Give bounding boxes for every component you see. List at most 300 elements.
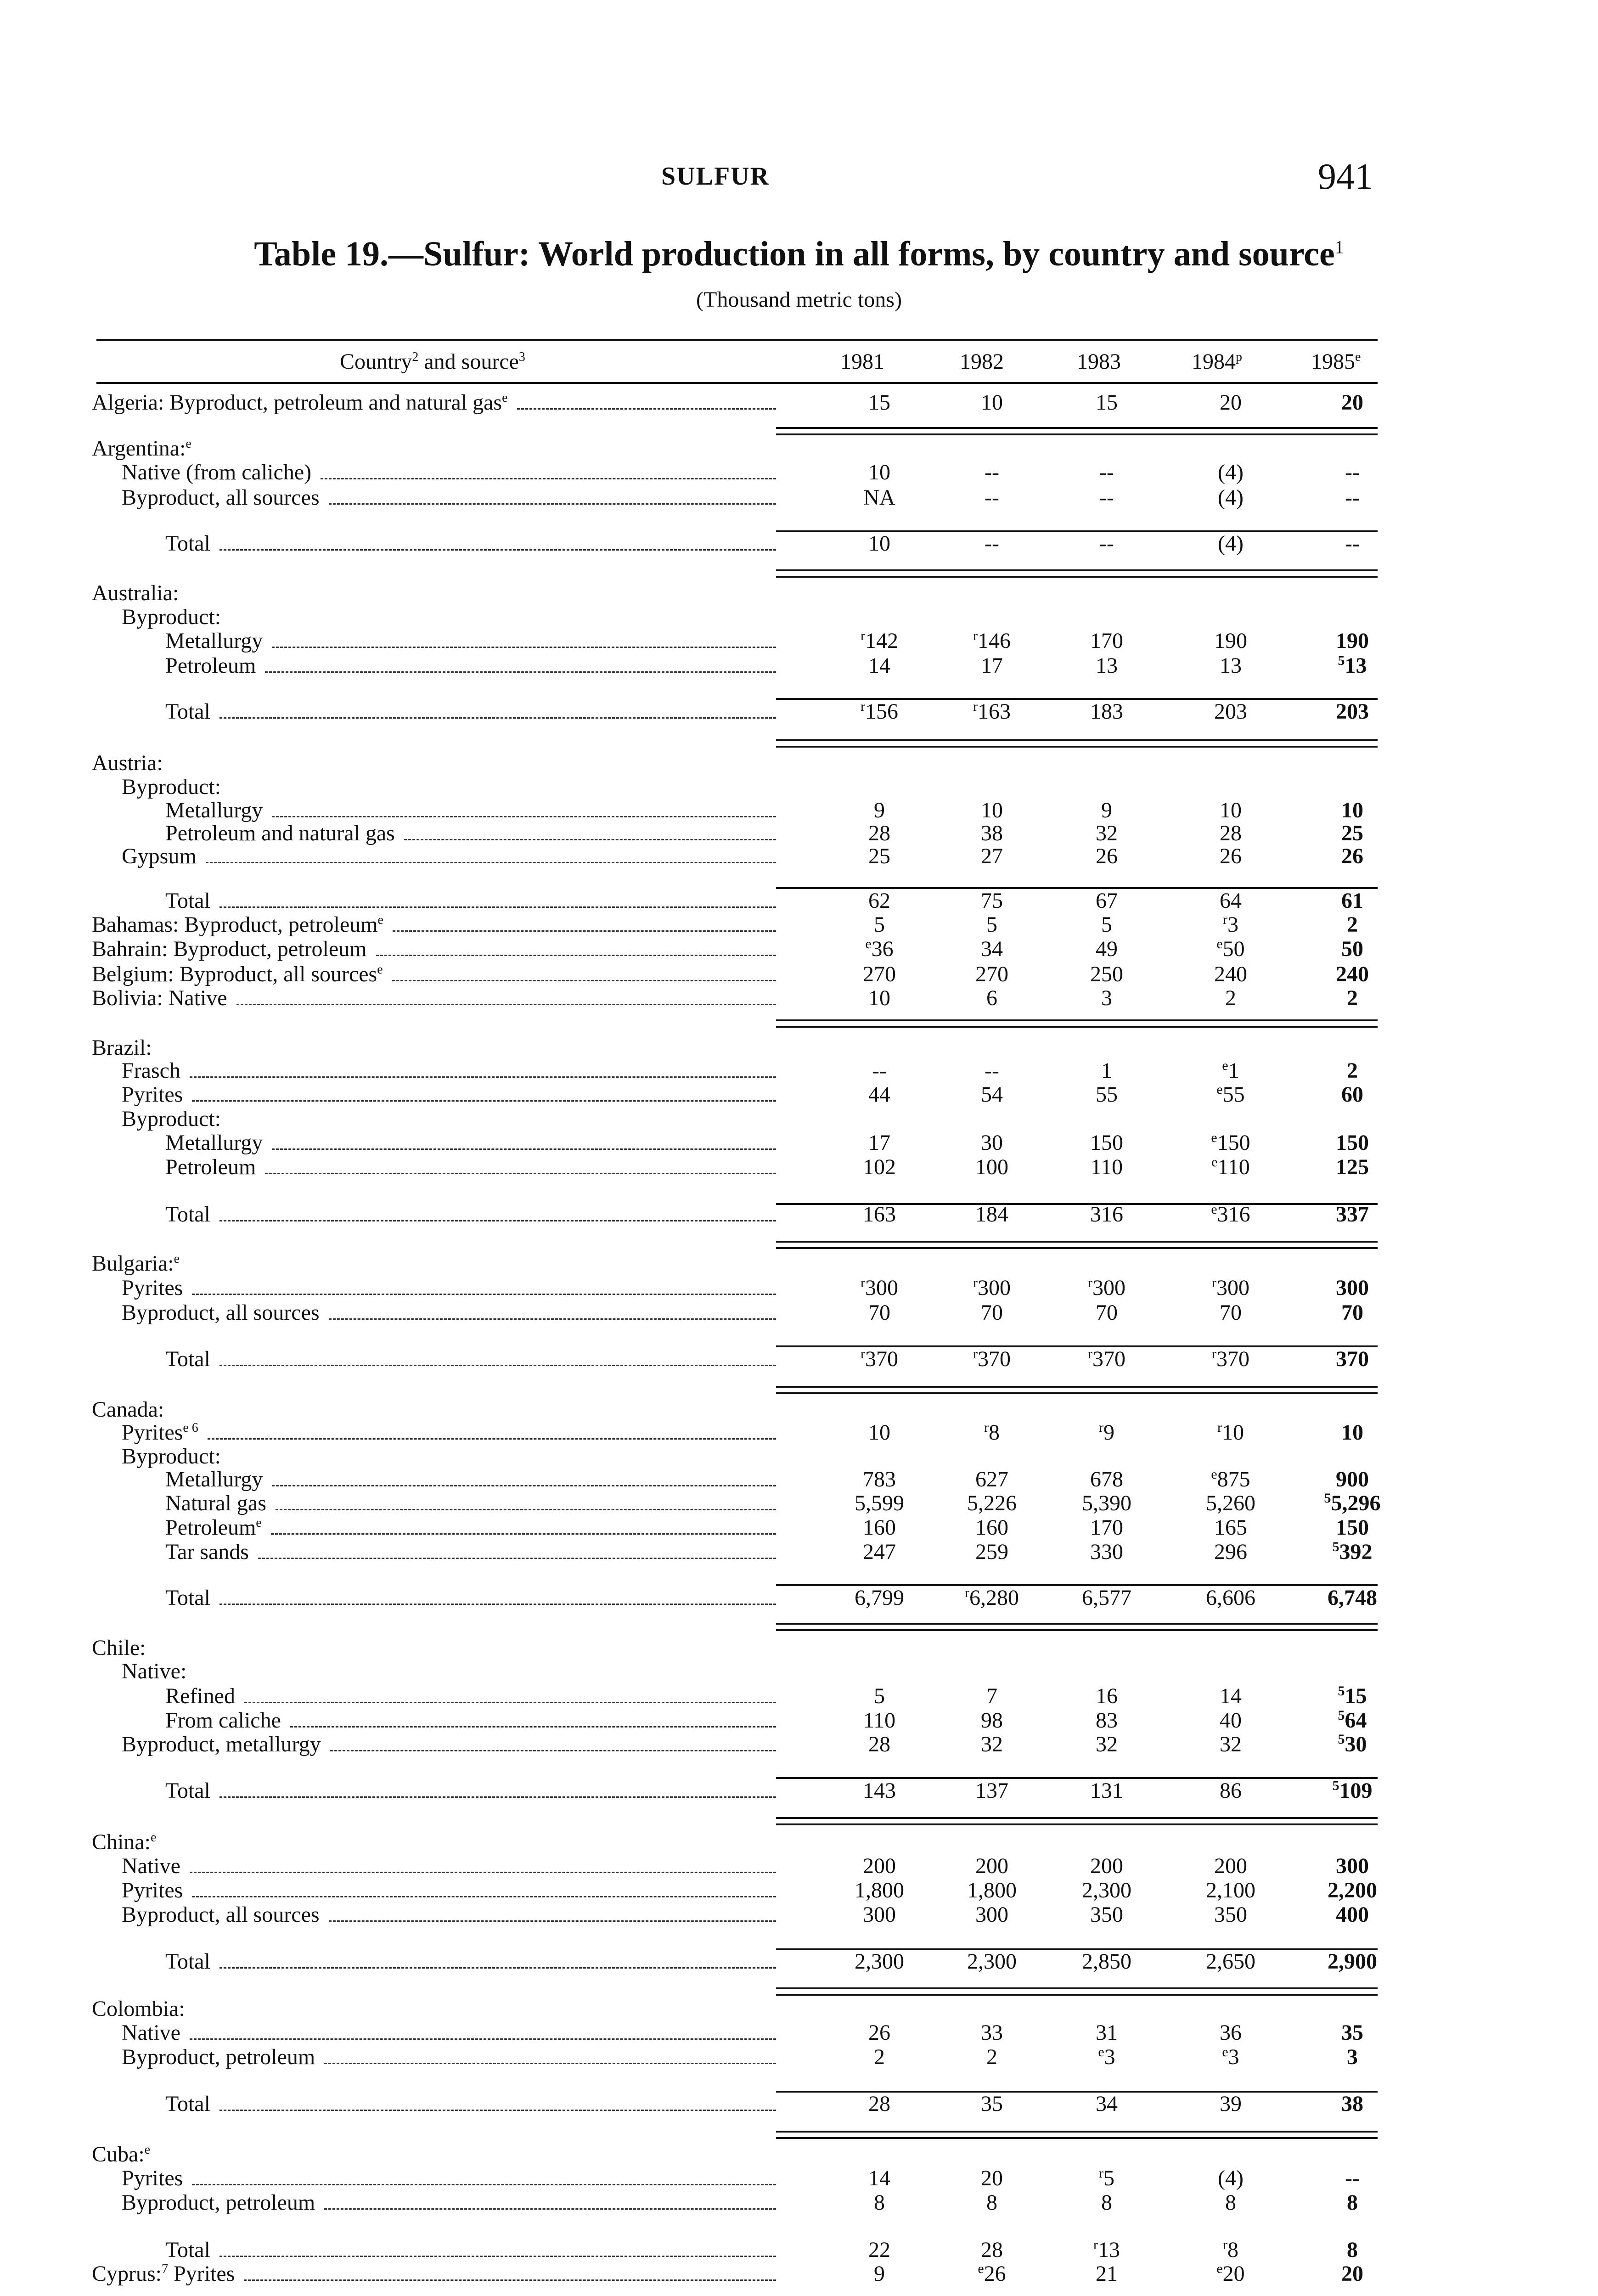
double-rule-top [776,739,1378,741]
table-cell [833,699,925,724]
dot-leader [206,862,776,863]
table-cell [1185,1585,1277,1610]
table-cell [1061,1154,1153,1180]
cell-value: 183 [1090,699,1123,724]
table-cell [1185,1539,1277,1564]
cell-value: -- [985,460,999,484]
cell-value: -- [1099,485,1114,510]
cell-value: 300 [865,1276,898,1300]
cell-value: 10 [981,798,1003,822]
cell-value: -- [985,531,999,556]
cell-value: 6,748 [1328,1586,1377,1610]
cell-value: 10 [1341,798,1363,822]
cell-value: 150 [1336,1131,1369,1155]
table-cell [1306,821,1398,846]
row-label-text: Gypsum [122,844,197,868]
table-cell [946,1778,1038,1803]
table-cell [1061,1949,1153,1974]
cell-value: 110 [1090,1155,1123,1179]
row-label-text: Total [165,1202,210,1227]
table-cell [833,912,925,937]
table-cell [833,1202,925,1227]
header-source-footnote-mark: 3 [518,350,525,364]
table-cell [1306,699,1398,724]
row-label [92,436,191,461]
cell-footnote-mark: r [861,628,865,643]
table-cell [946,460,1038,485]
cell-value: 400 [1336,1902,1369,1927]
cell-value: 26 [1220,844,1242,868]
row-label [165,1683,235,1709]
table-cell [1061,531,1153,556]
row-label [122,460,311,485]
cell-value: 2,300 [855,1949,904,1974]
table-cell [1306,2020,1398,2045]
row-label-text: Total [165,531,210,556]
table-cell [1061,1683,1153,1709]
table-cell [946,1082,1038,1107]
table-cell [946,1515,1038,1540]
cell-value: 10 [1341,1420,1363,1445]
total-rule [776,2091,1378,2093]
header-1984-text: 1984 [1192,349,1236,374]
cell-value: 3 [1347,2045,1358,2069]
cell-value: 300 [1336,1854,1369,1878]
row-label-footnote-mark: e [502,391,508,405]
header-1981: 1981 [840,349,884,374]
table-cell [946,912,1038,937]
dot-leader [219,1365,776,1366]
table-cell [946,1708,1038,1733]
cell-value: 300 [1336,1276,1369,1300]
cell-value: 678 [1090,1467,1123,1491]
table-subtitle: (Thousand metric tons) [696,287,902,312]
cell-footnote-mark: r [861,699,865,714]
row-label-text: Petroleum [165,1155,256,1179]
row-label-text: Cuba: [92,2142,145,2167]
table-cell [1185,1778,1277,1803]
table-cell [1061,699,1153,724]
row-label [122,2044,315,2070]
row-label-text: Native: [122,1659,187,1683]
dot-leader [272,1148,776,1150]
cell-value: 26 [1341,844,1363,868]
table-cell [946,1878,1038,1903]
table-cell [946,1585,1038,1610]
cell-value: 26 [984,2262,1006,2286]
row-label [92,985,227,1011]
table-cell [833,1683,925,1709]
dot-leader [219,1604,776,1605]
table-cell [1306,1467,1398,1492]
cell-value: 20 [981,2166,1003,2190]
table-cell [1185,1949,1277,1974]
row-label [122,1275,183,1300]
row-label-text: Refined [165,1684,235,1708]
row-label [165,628,263,653]
table-cell [1306,2190,1398,2215]
dot-leader [192,1294,776,1295]
cell-value: 3 [1104,2045,1115,2069]
cell-value: 10 [981,390,1003,415]
cell-value: 28 [868,2092,890,2116]
table-cell [833,1732,925,1757]
table-cell [1061,1130,1153,1155]
table-cell [1185,1420,1277,1445]
cell-value: 10 [868,531,890,556]
table-cell [946,699,1038,724]
dot-leader [219,2110,776,2111]
table-cell [1306,1515,1398,1540]
table-cell [1061,1202,1153,1227]
row-label [122,844,197,869]
cell-value: 5,226 [967,1491,1017,1515]
cell-value: 200 [1090,1854,1123,1878]
cell-value: 125 [1336,1155,1369,1179]
cell-footnote-mark: r [965,1585,969,1600]
cell-value: 10 [868,460,890,484]
table-cell [833,1539,925,1564]
cell-footnote-mark: r [861,1275,865,1290]
cell-value: 1 [1101,1058,1112,1083]
row-label [122,1902,320,1927]
table-cell [1061,888,1153,913]
table-cell [1185,912,1277,937]
row-label [165,1949,210,1974]
row-label-footnote-mark: 7 [162,2262,169,2276]
table-cell [1185,460,1277,485]
header-1985-text: 1985 [1311,349,1355,374]
row-label [122,2020,180,2045]
table-cell [833,985,925,1011]
cell-footnote-mark: r [973,628,978,643]
table-cell [833,936,925,962]
table-cell [833,628,925,653]
table-cell [946,2261,1038,2286]
table-cell [833,485,925,510]
row-label [92,1635,146,1660]
cell-value: 20 [1220,390,1242,415]
double-rule-bottom [776,746,1378,748]
table-cell [833,1420,925,1445]
row-label-text: Byproduct, petroleum [122,2190,315,2215]
double-rule-top [776,1241,1378,1243]
cell-value: 33 [981,2020,1003,2045]
cell-value: 146 [978,629,1011,653]
table-cell [1061,1902,1153,1927]
cell-footnote-mark: e [1216,936,1223,951]
table-cell [1061,390,1153,415]
row-label [122,1853,180,1879]
running-head: SULFUR [661,162,770,191]
header-1984 [1192,349,1242,374]
table-cell [946,936,1038,962]
double-rule-top [776,1623,1378,1625]
table-cell [1185,1300,1277,1325]
row-label-footnote-mark: e 6 [183,1421,198,1435]
cell-value: 32 [1096,821,1118,845]
row-label-text: Byproduct: [122,605,221,629]
cell-footnote-mark: 5 [1332,1778,1339,1793]
dot-leader [244,2279,776,2281]
cell-value: 370 [1216,1347,1249,1371]
row-label-text: Argentina: [92,436,186,461]
table-cell [946,2091,1038,2116]
row-label-text: Total [165,2092,210,2116]
cell-value: -- [1345,460,1360,484]
table-cell [1061,798,1153,823]
row-label-text: Pyrites [122,1082,183,1107]
row-label-text: Petroleum [165,653,256,678]
cell-value: NA [863,485,895,510]
table-cell [1306,1708,1398,1733]
cell-value: 28 [1220,821,1242,845]
cell-value: 8 [1101,2190,1112,2215]
table-cell [946,628,1038,653]
table-cell [946,962,1038,987]
cell-value: 8 [874,2190,885,2215]
table-cell [833,1130,925,1155]
cell-value: 102 [863,1155,896,1179]
cell-value: 13 [1345,653,1367,678]
row-label-text: Algeria: Byproduct, petroleum and natural gas [92,390,502,415]
table-cell [1185,2166,1277,2191]
table-cell [1061,1878,1153,1903]
table-cell [1185,1878,1277,1903]
double-rule-bottom [776,2137,1378,2139]
cell-value: 200 [863,1854,896,1878]
cell-value: 165 [1214,1515,1247,1540]
cell-value: 259 [975,1540,1008,1564]
table-cell [1061,985,1153,1011]
cell-value: 163 [978,699,1011,724]
table-cell [833,390,925,415]
table-header-rule [96,382,1378,384]
table-cell [1061,821,1153,846]
table-cell [1061,1491,1153,1516]
cell-footnote-mark: e [1098,2044,1104,2060]
cell-value: -- [1345,531,1360,556]
table-cell [1306,1491,1398,1516]
cell-value: 20 [1341,2262,1363,2286]
cell-value: 270 [863,962,896,986]
total-rule [776,1203,1378,1205]
row-label-text: Metallurgy [165,798,263,822]
table-cell [946,390,1038,415]
cell-footnote-mark: 5 [1332,1539,1339,1554]
table-cell [1061,653,1153,678]
table-cell [1185,1346,1277,1372]
cell-footnote-mark: r [1099,2166,1103,2181]
dot-leader [321,478,776,479]
cell-value: 64 [1345,1708,1367,1733]
double-rule-top [776,1817,1378,1819]
cell-value: 300 [1092,1276,1125,1300]
table-cell [1306,1585,1398,1610]
cell-footnote-mark: e [1211,1467,1217,1482]
cell-value: 28 [868,1732,890,1756]
header-1984-footnote-mark: p [1236,350,1242,364]
row-label [122,485,320,510]
double-rule-bottom [776,1392,1378,1394]
cell-value: 28 [868,821,890,845]
row-label-text: Austria: [92,751,163,775]
cell-value: 32 [1096,1732,1118,1756]
table-cell [1061,1420,1153,1445]
row-label [165,653,256,678]
row-label [122,1058,180,1083]
table-cell [946,1202,1038,1227]
dot-leader [404,839,776,840]
dot-leader [376,955,776,956]
cell-value: 3 [1227,912,1238,937]
cell-footnote-mark: r [973,1346,978,1362]
double-rule-bottom [776,576,1378,578]
row-label-footnote-mark: e [151,1830,157,1845]
dot-leader [219,2256,776,2257]
double-rule-top [776,1019,1378,1021]
cell-value: 40 [1220,1708,1242,1733]
cell-value: 370 [1336,1347,1369,1371]
row-label [92,936,367,962]
table-cell [1061,1585,1153,1610]
row-label [92,1251,180,1276]
table-cell [946,1853,1038,1879]
cell-value: 20 [1222,2262,1245,2286]
double-rule-top [776,427,1378,429]
row-label-text: Byproduct: [122,1444,221,1469]
table-cell [946,1275,1038,1300]
cell-value: 5,599 [855,1491,904,1515]
row-label [122,1659,186,1684]
row-label-text: Total [165,1347,210,1371]
cell-value: 62 [868,889,890,913]
row-label [92,1035,152,1060]
table-cell [1306,1275,1398,1300]
row-label-text: Total [165,2238,210,2262]
table-cell [1061,460,1153,485]
table-cell [1306,1778,1398,1803]
row-label [92,1829,156,1855]
row-label-footnote-mark: e [377,962,383,977]
table-cell [1185,1491,1277,1516]
cell-value: 9 [1101,798,1112,822]
row-label-text: Natural gas [165,1491,266,1515]
row-label [122,1106,221,1131]
cell-footnote-mark: 5 [1338,653,1345,668]
row-label-text: Bahrain: Byproduct, petroleum [92,937,367,961]
table-cell [833,821,925,846]
cell-value: 2,300 [967,1949,1017,1974]
cell-value: (4) [1218,531,1244,556]
dot-leader [272,816,776,817]
row-label-text-continued: Pyrites [168,2262,235,2286]
table-cell [833,1585,925,1610]
cell-value: 330 [1090,1540,1123,1564]
cell-footnote-mark: 5 [1338,1683,1345,1699]
row-label-text: Pyrites [122,1878,183,1902]
cell-value: 13 [1098,2238,1120,2262]
table-cell [833,2237,925,2262]
cell-value: 316 [1090,1202,1123,1227]
dot-leader [219,1967,776,1969]
table-cell [1061,1467,1153,1492]
dot-leader [190,1076,776,1078]
cell-value: 2 [1225,986,1236,1010]
row-label [165,1467,263,1492]
row-label-text: Metallurgy [165,1131,263,1155]
cell-value: 10 [868,986,890,1010]
table-cell [833,531,925,556]
table-cell [833,653,925,678]
dot-leader [324,2208,776,2210]
dot-leader [271,1533,776,1535]
table-title [0,234,1598,274]
cell-value: 150 [1090,1131,1123,1155]
table-cell [1185,2190,1277,2215]
row-label-text: Total [165,699,210,724]
cell-value: 6,799 [855,1586,904,1610]
dot-leader [329,1318,776,1320]
cell-value: 17 [868,1131,890,1155]
table-cell [1061,1082,1153,1107]
cell-value: 50 [1222,937,1245,961]
table-cell [946,1300,1038,1325]
row-label-text: Cyprus: [92,2262,162,2286]
cell-value: 250 [1090,962,1123,986]
dot-leader [517,408,776,410]
row-label [165,1346,210,1372]
cell-value: 8 [1225,2190,1236,2215]
row-label-text: Byproduct, all sources [122,485,320,510]
cell-footnote-mark: e [1211,1202,1217,1217]
table-cell [1306,2044,1398,2070]
dot-leader [330,1750,776,1751]
cell-value: -- [1099,460,1114,484]
table-cell [1185,2020,1277,2045]
table-cell [946,985,1038,1011]
cell-value: 6,280 [969,1586,1019,1610]
table-cell [833,1515,925,1540]
table-cell [946,1154,1038,1180]
cell-value: 150 [1336,1515,1369,1540]
table-cell [1185,1853,1277,1879]
table-cell [833,1491,925,1516]
table-cell [1061,2091,1153,2116]
table-cell [1185,628,1277,653]
cell-value: 13 [1096,653,1118,678]
cell-value: 25 [1341,821,1363,845]
row-label [122,1082,183,1107]
table-cell [1185,653,1277,678]
cell-value: 50 [1341,937,1363,961]
row-label-text: Byproduct, metallurgy [122,1732,321,1756]
cell-value: 110 [863,1708,896,1733]
cell-value: 83 [1096,1708,1118,1733]
table-cell [1185,888,1277,913]
cell-value: 30 [1345,1732,1367,1756]
row-label-footnote-mark: e [377,913,383,927]
table-cell [1185,1732,1277,1757]
table-cell [1061,962,1153,987]
table-cell [1306,531,1398,556]
row-label-text: Petroleum and natural gas [165,821,395,845]
double-rule-bottom [776,1026,1378,1028]
cell-footnote-mark: r [1223,912,1227,927]
row-label [165,1539,249,1564]
double-rule-top [776,2131,1378,2133]
table-cell [1061,1853,1153,1879]
